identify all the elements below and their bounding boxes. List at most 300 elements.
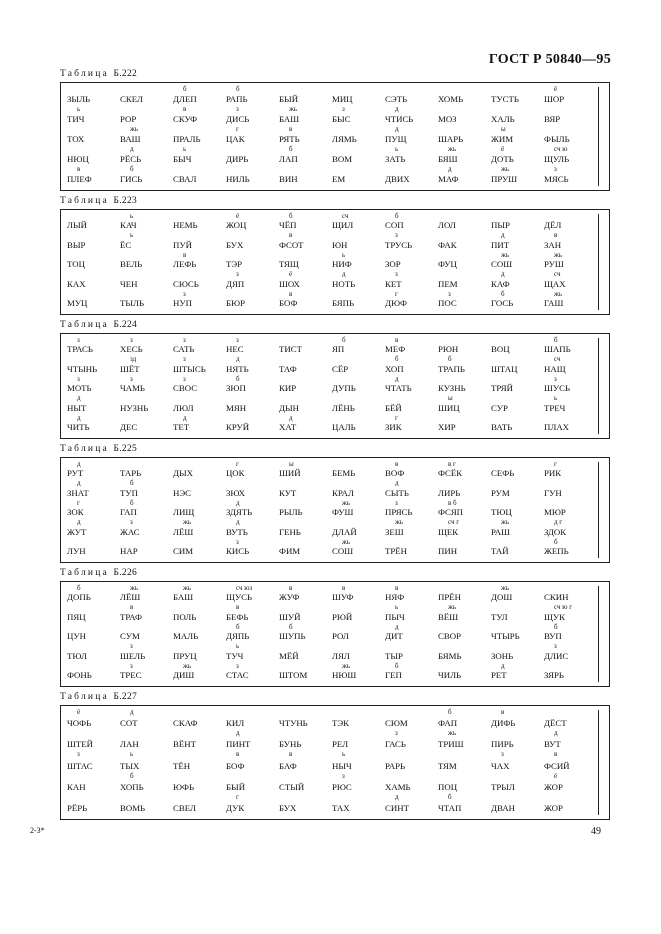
syllable-grid: [67, 86, 597, 186]
syllable-cell: [544, 106, 597, 126]
syllable-cell: [491, 585, 544, 604]
table-caption-label: Таблица: [60, 692, 109, 702]
syllable-word: НЕМЬ: [173, 220, 198, 231]
syllable-word: ТЮЦ: [491, 507, 512, 518]
syllable-word: НИЛЬ: [226, 174, 250, 184]
syllable-annotation: з: [183, 336, 186, 344]
syllable-annotation: ё: [77, 708, 81, 716]
syllable-annotation: сч: [554, 355, 561, 364]
syllable-cell: [332, 624, 385, 643]
syllable-word: СЮСЬ: [173, 278, 199, 289]
syllable-cell: [279, 539, 332, 558]
syllable-cell: [544, 539, 597, 558]
syllable-word: ЁС: [120, 239, 132, 250]
syllable-annotation: з: [395, 498, 398, 507]
syllable-annotation: д: [448, 165, 452, 173]
syllable-cell: [385, 106, 438, 126]
syllable-annotation: сч ю: [554, 145, 568, 153]
syllable-cell: [120, 146, 173, 166]
syllable-cell: [67, 585, 120, 604]
syllable-cell: [120, 356, 173, 375]
syllable-cell: [226, 624, 279, 643]
syllable-word: СВОС: [173, 383, 198, 394]
table-caption: [60, 441, 610, 457]
syllable-cell: [279, 232, 332, 251]
syllable-word: КАФ: [491, 278, 510, 289]
syllable-annotation: д: [77, 460, 81, 468]
syllable-word: ДИШ: [173, 669, 195, 680]
syllable-word: БАФ: [279, 760, 297, 771]
syllable-word: БЮР: [226, 297, 245, 308]
syllable-cell: [67, 730, 120, 751]
syllable-cell: [438, 624, 491, 643]
syllable-table: [60, 82, 610, 191]
syllable-word: ЛЁШ: [173, 526, 194, 537]
syllable-word: НОТЬ: [332, 278, 356, 289]
syllable-cell: [279, 663, 332, 682]
syllable-annotation: в: [236, 750, 240, 759]
syllable-annotation: б: [236, 85, 240, 93]
syllable-word: ХИР: [438, 421, 456, 432]
syllable-cell: [279, 291, 332, 310]
syllable-word: СЭТЬ: [385, 94, 408, 104]
syllable-word: ГАП: [120, 507, 137, 518]
syllable-word: ТУЧ: [226, 650, 244, 661]
syllable-word: НЭС: [173, 487, 192, 498]
syllable-cell: [332, 461, 385, 480]
syllable-word: ШТЕЙ: [67, 739, 93, 750]
syllable-cell: [226, 480, 279, 499]
syllable-cell: [173, 480, 226, 499]
syllable-word: ТАФ: [279, 363, 297, 374]
syllable-word: ЗЮХ: [226, 487, 246, 498]
syllable-annotation: б: [448, 708, 452, 716]
syllable-word: СВАЛ: [173, 174, 197, 184]
syllable-cell: [226, 415, 279, 434]
syllable-cell: [385, 271, 438, 290]
syllable-word: ЗАТЬ: [385, 154, 406, 164]
syllable-annotation: д: [77, 479, 81, 488]
syllable-cell: [279, 585, 332, 604]
syllable-word: ЛОЛ: [438, 220, 456, 231]
syllable-annotation: ы: [289, 460, 294, 468]
syllable-word: ЮФЬ: [173, 781, 195, 792]
syllable-cell: [491, 539, 544, 558]
syllable-annotation: д: [395, 622, 399, 631]
syllable-annotation: сч ю г: [554, 603, 573, 612]
syllable-cell: [173, 291, 226, 310]
syllable-word: ШТОМ: [279, 669, 308, 680]
syllable-word: ЧТЫРЬ: [491, 631, 520, 642]
syllable-cell: [332, 356, 385, 375]
syllable-cell: [544, 232, 597, 251]
syllable-annotation: д: [501, 661, 505, 670]
syllable-cell: [544, 500, 597, 519]
syllable-annotation: сч г: [448, 518, 460, 527]
table-right-rule: [598, 586, 599, 682]
syllable-word: ШУФ: [332, 592, 354, 603]
syllable-annotation: ё: [554, 771, 558, 780]
syllable-cell: [120, 271, 173, 290]
syllable-cell: [385, 291, 438, 310]
syllable-word: ВЁНТ: [173, 739, 196, 750]
syllable-annotation: жь: [183, 518, 192, 527]
syllable-annotation: б: [448, 792, 452, 801]
syllable-annotation: г: [236, 792, 239, 801]
syllable-word: ДВАН: [491, 803, 516, 813]
syllable-annotation: в г: [448, 460, 456, 468]
syllable-cell: [279, 773, 332, 794]
syllable-grid: [67, 461, 597, 558]
syllable-annotation: з: [342, 771, 345, 780]
syllable-word: НЮЦ: [67, 154, 89, 164]
syllable-annotation: ы: [501, 125, 506, 133]
syllable-annotation: жь: [554, 250, 563, 259]
syllable-cell: [279, 643, 332, 662]
syllable-word: ТРУСЬ: [385, 239, 413, 250]
syllable-word: ЧИЛЬ: [438, 669, 462, 680]
syllable-word: ЩЕК: [438, 526, 459, 537]
syllable-cell: [438, 232, 491, 251]
syllable-cell: [385, 232, 438, 251]
syllable-cell: [544, 751, 597, 772]
syllable-grid: [67, 709, 597, 815]
syllable-cell: [279, 252, 332, 271]
syllable-word: ШЕЛЬ: [120, 650, 146, 661]
syllable-word: РЁСЬ: [120, 154, 142, 164]
syllable-word: ЧАХ: [491, 760, 510, 771]
syllable-word: ЛЁШ: [120, 592, 141, 603]
syllable-cell: [67, 604, 120, 623]
syllable-word: РИК: [544, 468, 562, 479]
syllable-word: СКИН: [544, 592, 569, 603]
syllable-cell: [332, 604, 385, 623]
syllable-annotation: з: [130, 518, 133, 527]
syllable-cell: [120, 730, 173, 751]
syllable-cell: [120, 773, 173, 794]
syllable-word: МЁЙ: [279, 650, 299, 661]
syllable-grid: [67, 213, 597, 310]
syllable-word: ЦУН: [67, 631, 86, 642]
syllable-word: ТРЁН: [385, 545, 407, 556]
syllable-word: ЛИРЬ: [438, 487, 461, 498]
syllable-cell: [173, 395, 226, 414]
syllable-cell: [226, 643, 279, 662]
syllable-annotation: д: [236, 355, 240, 364]
syllable-word: ВЫР: [67, 239, 86, 250]
table-caption-label: Таблица: [60, 444, 109, 454]
syllable-annotation: д: [395, 479, 399, 488]
syllable-annotation: жь: [501, 518, 510, 527]
syllable-cell: [67, 500, 120, 519]
syllable-cell: [279, 166, 332, 186]
syllable-cell: [226, 709, 279, 730]
syllable-cell: [120, 519, 173, 538]
syllable-annotation: б: [130, 498, 134, 507]
syllable-word: СЁР: [332, 363, 349, 374]
syllable-cell: [173, 709, 226, 730]
syllable-annotation: з: [236, 105, 239, 113]
table-caption-label: Таблица: [60, 568, 109, 578]
syllable-cell: [544, 86, 597, 106]
syllable-annotation: з: [130, 336, 133, 344]
syllable-cell: [491, 709, 544, 730]
syllable-word: ЖАС: [120, 526, 140, 537]
syllable-annotation: в: [183, 250, 187, 259]
syllable-cell: [544, 291, 597, 310]
syllable-word: МЯСЬ: [544, 174, 569, 184]
syllable-word: СТАС: [226, 669, 249, 680]
syllable-annotation: д: [130, 708, 134, 716]
syllable-word: ЖУТ: [67, 526, 87, 537]
syllable-annotation: в: [554, 231, 558, 240]
syllable-word: ДЁСТ: [544, 718, 567, 729]
syllable-cell: [279, 106, 332, 126]
syllable-annotation: в: [289, 289, 293, 298]
syllable-word: СКАФ: [173, 718, 198, 729]
syllable-word: МИЦ: [332, 94, 353, 104]
syllable-word: ДЛАЙ: [332, 526, 357, 537]
syllable-annotation: в: [289, 750, 293, 759]
syllable-word: ЗИК: [385, 421, 402, 432]
syllable-word: ЧТАП: [438, 803, 462, 813]
syllable-cell: [67, 146, 120, 166]
syllable-cell: [226, 751, 279, 772]
syllable-annotation: жь: [395, 518, 404, 527]
syllable-annotation: жь: [342, 498, 351, 507]
syllable-word: ПИН: [438, 545, 458, 556]
table-right-rule: [598, 338, 599, 434]
syllable-word: ЗАН: [544, 239, 562, 250]
syllable-cell: [491, 519, 544, 538]
syllable-annotation: сч юз: [236, 584, 253, 592]
syllable-word: ТАЙ: [491, 545, 509, 556]
syllable-annotation: з: [183, 355, 186, 364]
syllable-cell: [67, 252, 120, 271]
syllable-annotation: б: [130, 165, 134, 173]
syllable-word: РАРЬ: [385, 760, 406, 771]
syllable-annotation: ь: [342, 250, 346, 259]
syllable-word: ШТАС: [67, 760, 93, 771]
syllable-word: ХЕСЬ: [120, 344, 143, 355]
syllable-cell: [544, 415, 597, 434]
syllable-cell: [279, 395, 332, 414]
tables-container: [60, 66, 610, 822]
syllable-annotation: ь: [395, 145, 399, 153]
syllable-word: ДИРЬ: [226, 154, 249, 164]
syllable-cell: [279, 376, 332, 395]
syllable-word: МЕФ: [385, 344, 406, 355]
syllable-word: ГЕП: [385, 669, 402, 680]
syllable-cell: [332, 663, 385, 682]
syllable-cell: [491, 500, 544, 519]
syllable-annotation: в: [289, 584, 293, 592]
syllable-cell: [279, 146, 332, 166]
syllable-cell: [385, 709, 438, 730]
syllable-cell: [226, 271, 279, 290]
syllable-annotation: зд: [130, 355, 137, 364]
syllable-annotation: жь: [448, 145, 457, 153]
syllable-word: ТРЕЧ: [544, 402, 566, 413]
syllable-table: [60, 581, 610, 687]
syllable-cell: [544, 773, 597, 794]
syllable-word: ЩУЛЬ: [544, 154, 570, 164]
syllable-annotation: д: [77, 518, 81, 527]
syllable-cell: [67, 376, 120, 395]
syllable-cell: [332, 500, 385, 519]
syllable-word: ТРЯЙ: [491, 383, 513, 394]
syllable-cell: [173, 773, 226, 794]
syllable-annotation: в: [395, 460, 399, 468]
syllable-word: ПЛЕФ: [67, 174, 92, 184]
syllable-word: БЫЙ: [226, 781, 246, 792]
syllable-word: ДОТЬ: [491, 154, 514, 164]
syllable-word: ДЛИС: [544, 650, 569, 661]
syllable-word: ЖОЦ: [226, 220, 247, 231]
syllable-cell: [67, 291, 120, 310]
syllable-word: МОЗ: [438, 114, 457, 124]
syllable-cell: [67, 624, 120, 643]
syllable-word: ТЯМ: [438, 760, 457, 771]
syllable-word: ВАТЬ: [491, 421, 513, 432]
syllable-cell: [438, 146, 491, 166]
syllable-word: ПУЙ: [173, 239, 192, 250]
syllable-annotation: б: [395, 355, 399, 364]
syllable-cell: [226, 126, 279, 146]
syllable-annotation: ь: [130, 231, 134, 240]
syllable-word: ШИЙ: [279, 468, 301, 479]
syllable-table: [60, 209, 610, 315]
syllable-cell: [279, 709, 332, 730]
syllable-word: ЛЯМЬ: [332, 134, 357, 144]
syllable-cell: [67, 539, 120, 558]
syllable-word: ТРАСЬ: [67, 344, 93, 355]
syllable-cell: [279, 480, 332, 499]
syllable-annotation: з: [236, 661, 239, 670]
syllable-annotation: б: [236, 374, 240, 383]
syllable-cell: [332, 794, 385, 815]
syllable-cell: [544, 252, 597, 271]
syllable-cell: [173, 604, 226, 623]
syllable-cell: [332, 539, 385, 558]
syllable-annotation: ь: [342, 750, 346, 759]
syllable-word: ПРУШ: [491, 174, 518, 184]
syllable-cell: [491, 213, 544, 232]
syllable-cell: [226, 773, 279, 794]
syllable-word: ЦОК: [226, 468, 245, 479]
syllable-cell: [491, 730, 544, 751]
syllable-cell: [173, 376, 226, 395]
syllable-word: ФСОТ: [279, 239, 304, 250]
syllable-grid: [67, 337, 597, 434]
syllable-cell: [279, 271, 332, 290]
syllable-word: ЗНАТ: [67, 487, 89, 498]
syllable-word: ТЫЛЬ: [120, 297, 145, 308]
syllable-cell: [438, 663, 491, 682]
syllable-word: БЫС: [332, 114, 351, 124]
syllable-cell: [67, 126, 120, 146]
syllable-word: ТЭК: [332, 718, 350, 729]
syllable-word: ЗЫЛЬ: [67, 94, 91, 104]
syllable-cell: [173, 252, 226, 271]
syllable-cell: [173, 213, 226, 232]
syllable-word: ЯП: [332, 344, 345, 355]
syllable-cell: [438, 106, 491, 126]
syllable-cell: [120, 585, 173, 604]
syllable-word: ЧАМЬ: [120, 383, 145, 394]
syllable-word: ТУП: [120, 487, 138, 498]
syllable-annotation: б: [554, 537, 558, 546]
syllable-word: СУМ: [120, 631, 140, 642]
syllable-cell: [279, 86, 332, 106]
syllable-annotation: ь: [130, 212, 134, 220]
syllable-word: ЧЁП: [279, 220, 297, 231]
table-right-rule: [598, 87, 599, 186]
syllable-cell: [173, 751, 226, 772]
syllable-annotation: ь: [395, 603, 399, 612]
syllable-cell: [67, 395, 120, 414]
syllable-cell: [544, 794, 597, 815]
syllable-word: ПОЦ: [438, 781, 458, 792]
syllable-word: ПРЁН: [438, 592, 461, 603]
syllable-cell: [544, 146, 597, 166]
syllable-cell: [67, 643, 120, 662]
syllable-cell: [385, 480, 438, 499]
syllable-annotation: в: [501, 708, 505, 716]
syllable-word: БЯШ: [438, 154, 458, 164]
syllable-annotation: б: [448, 355, 452, 364]
syllable-word: РЯТЬ: [279, 134, 300, 144]
syllable-word: СКЕЛ: [120, 94, 143, 104]
syllable-cell: [491, 773, 544, 794]
syllable-word: ВОМЬ: [120, 803, 146, 813]
syllable-cell: [173, 519, 226, 538]
syllable-cell: [385, 213, 438, 232]
syllable-word: ЛЮЛ: [173, 402, 194, 413]
syllable-cell: [491, 624, 544, 643]
table-caption: [60, 66, 610, 82]
syllable-cell: [332, 643, 385, 662]
syllable-cell: [332, 376, 385, 395]
syllable-word: РОЛ: [332, 631, 349, 642]
syllable-cell: [544, 461, 597, 480]
syllable-annotation: жь: [501, 165, 510, 173]
standard-title: ГОСТ Р 50840—95: [488, 52, 611, 67]
syllable-word: ДЛЕП: [173, 94, 197, 104]
table-caption-label: Таблица: [60, 320, 109, 330]
syllable-word: ХОП: [385, 363, 404, 374]
syllable-annotation: з: [448, 289, 451, 298]
syllable-annotation: д: [236, 498, 240, 507]
syllable-word: ФСЁК: [438, 468, 463, 479]
syllable-annotation: д: [501, 270, 505, 279]
syllable-cell: [120, 480, 173, 499]
syllable-cell: [438, 500, 491, 519]
syllable-annotation: з: [554, 165, 557, 173]
syllable-word: ТРЫЛ: [491, 781, 515, 792]
syllable-cell: [544, 709, 597, 730]
syllable-cell: [332, 730, 385, 751]
syllable-cell: [173, 585, 226, 604]
syllable-annotation: в: [183, 105, 187, 113]
syllable-cell: [120, 751, 173, 772]
syllable-word: ГАСЬ: [385, 739, 406, 750]
syllable-cell: [438, 415, 491, 434]
syllable-cell: [67, 337, 120, 356]
syllable-word: ЖИМ: [491, 134, 514, 144]
syllable-cell: [173, 643, 226, 662]
syllable-cell: [67, 232, 120, 251]
